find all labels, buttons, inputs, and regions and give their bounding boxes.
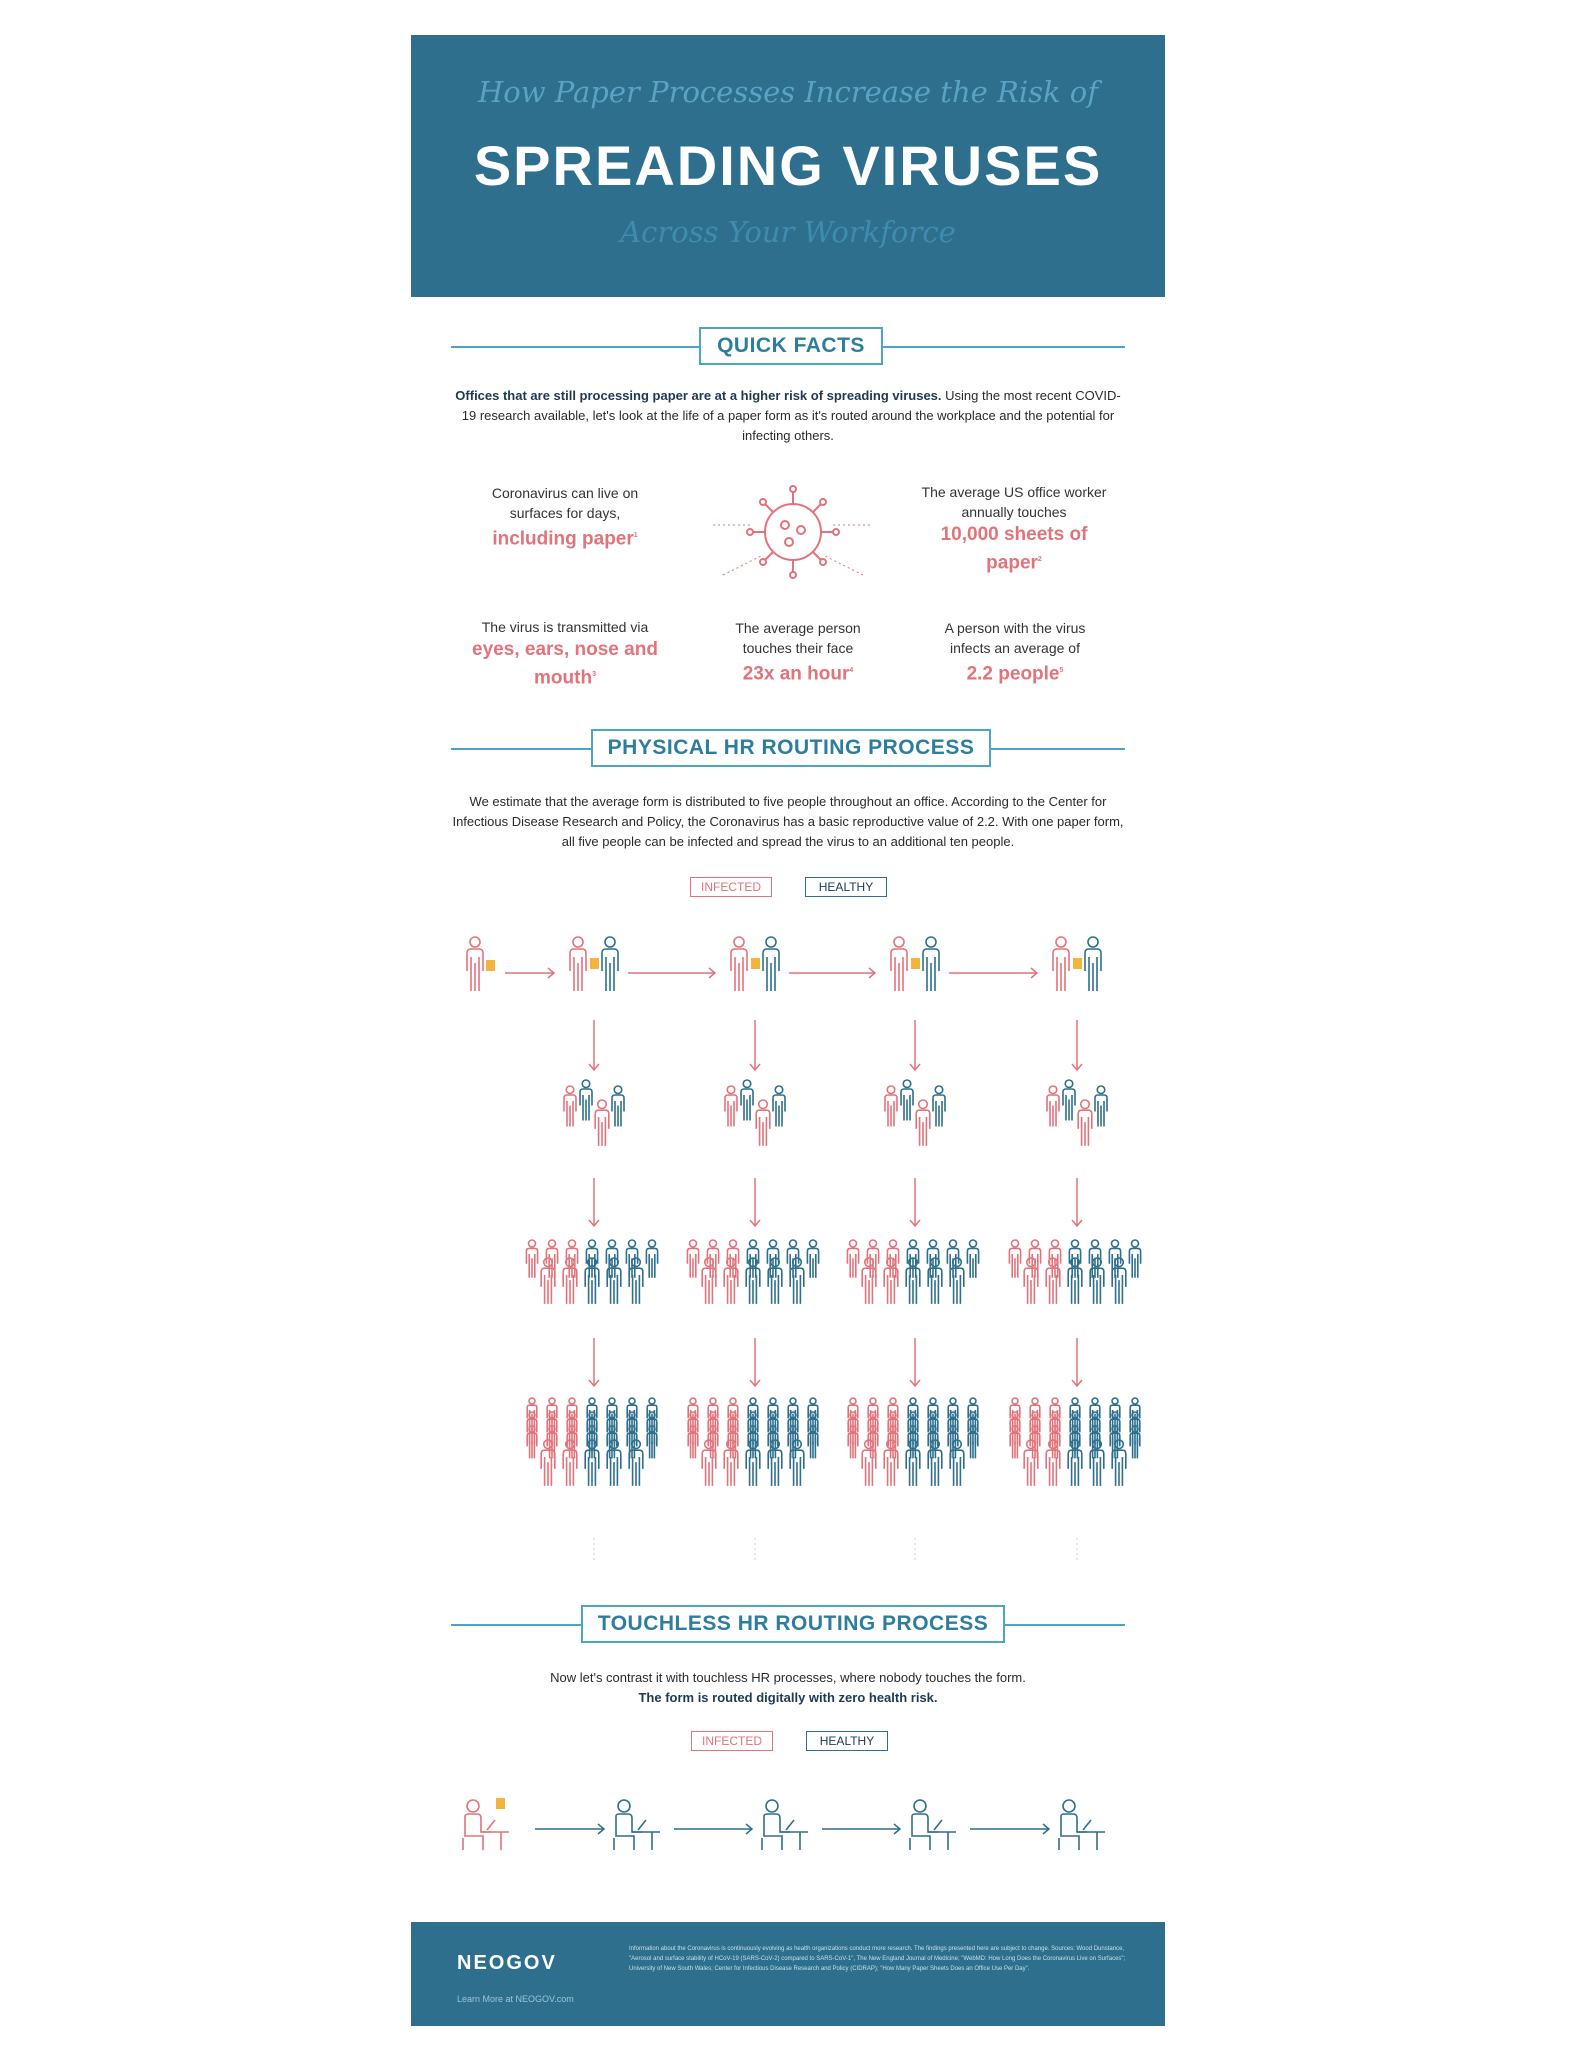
footer [411,1922,1165,2026]
paper-icon [496,1798,505,1809]
legend-infected: INFECTED [690,877,772,897]
fact-highlight: eyes, ears, nose and mouth [472,639,658,689]
section-heading: QUICK FACTS [699,327,883,365]
desk-worker-icon [762,1800,808,1850]
fact-highlight: 2.2 people [966,663,1060,685]
legend-infected: INFECTED [691,1731,773,1751]
intro-text: Using the most recent COVID-19 research available, let's look at the life of a paper form as it's routed around the workplace and the potential for infecting others. [461,388,1121,443]
desk-worker-icon [614,1800,660,1850]
section-heading: TOUCHLESS HR ROUTING PROCESS [581,1605,1005,1643]
footnote-ref: 5 [1059,667,1064,674]
touchless-line-2: The form is routed digitally with zero health risk. [638,1690,938,1705]
touchless-line-1: Now let's contrast it with touchless HR processes, where nobody touches the form. [550,1670,1026,1685]
fact-text: The average US office worker annually touches [921,484,1107,520]
arrow-icon [674,1824,752,1834]
arrow-icon [822,1824,900,1834]
section-heading: PHYSICAL HR ROUTING PROCESS [591,729,991,767]
fact-highlight: 10,000 sheets of paper [940,524,1088,574]
arrow-icon [970,1824,1049,1834]
page-title: SPREADING VIRUSES [473,134,1103,197]
footnote-ref: 1 [633,532,638,539]
legend-healthy: HEALTHY [805,877,887,897]
intro-bold: Offices that are still processing paper are at a higher risk of spreading viruses. [455,388,942,403]
learn-more-link[interactable]: Learn More at NEOGOV.com [457,1994,574,2004]
brand-logo: NEOGOV [457,1952,557,1974]
title-pre: How Paper Processes Increase the Risk of [477,75,1098,109]
fact-text: The virus is transmitted via [481,619,649,635]
fact-highlight: including paper [492,528,634,550]
desk-worker-icon [910,1800,956,1850]
footnote-ref: 4 [849,667,854,674]
physical-paragraph: We estimate that the average form is distributed to five people throughout an office. According to the Center for Infectious Disease Research and Policy, the Coronavirus has a basic reproductive value of 2.2. With one paper form, all five people can be infected and spread the virus to an additional ten people. [452,794,1124,849]
fact-text: The average person touches their face [735,620,861,656]
title-post: Across Your Workforce [620,215,956,249]
fact-highlight: 23x an hour [742,663,850,685]
desk-worker-icon [1059,1800,1105,1850]
footer-fine-print: Information about the Coronavirus is continuously evolving as health organizations conduct more research. The findings presented here are subject to change. Sources: Wood Dunstance, "Aerosol and surface stability of HCoV-19 (SARS-CoV-2) compared to SARS-CoV-1", The New England Journal of Medicine; "WebMD: How Long Does the Coronavirus Live on Surfaces"; University of New South Wales; Center for Infectious Disease Research and Policy (CIDRAP); "How Many Paper Sheets Does an Office Use Per Day". [629,1946,1126,1972]
fact-text: Coronavirus can live on surfaces for days, [491,485,639,521]
legend-healthy: HEALTHY [806,1731,888,1751]
footnote-ref: 3 [592,671,596,678]
arrow-icon [535,1824,604,1834]
footnote-ref: 2 [1037,556,1042,563]
fact-text: A person with the virus infects an average of [944,620,1086,656]
